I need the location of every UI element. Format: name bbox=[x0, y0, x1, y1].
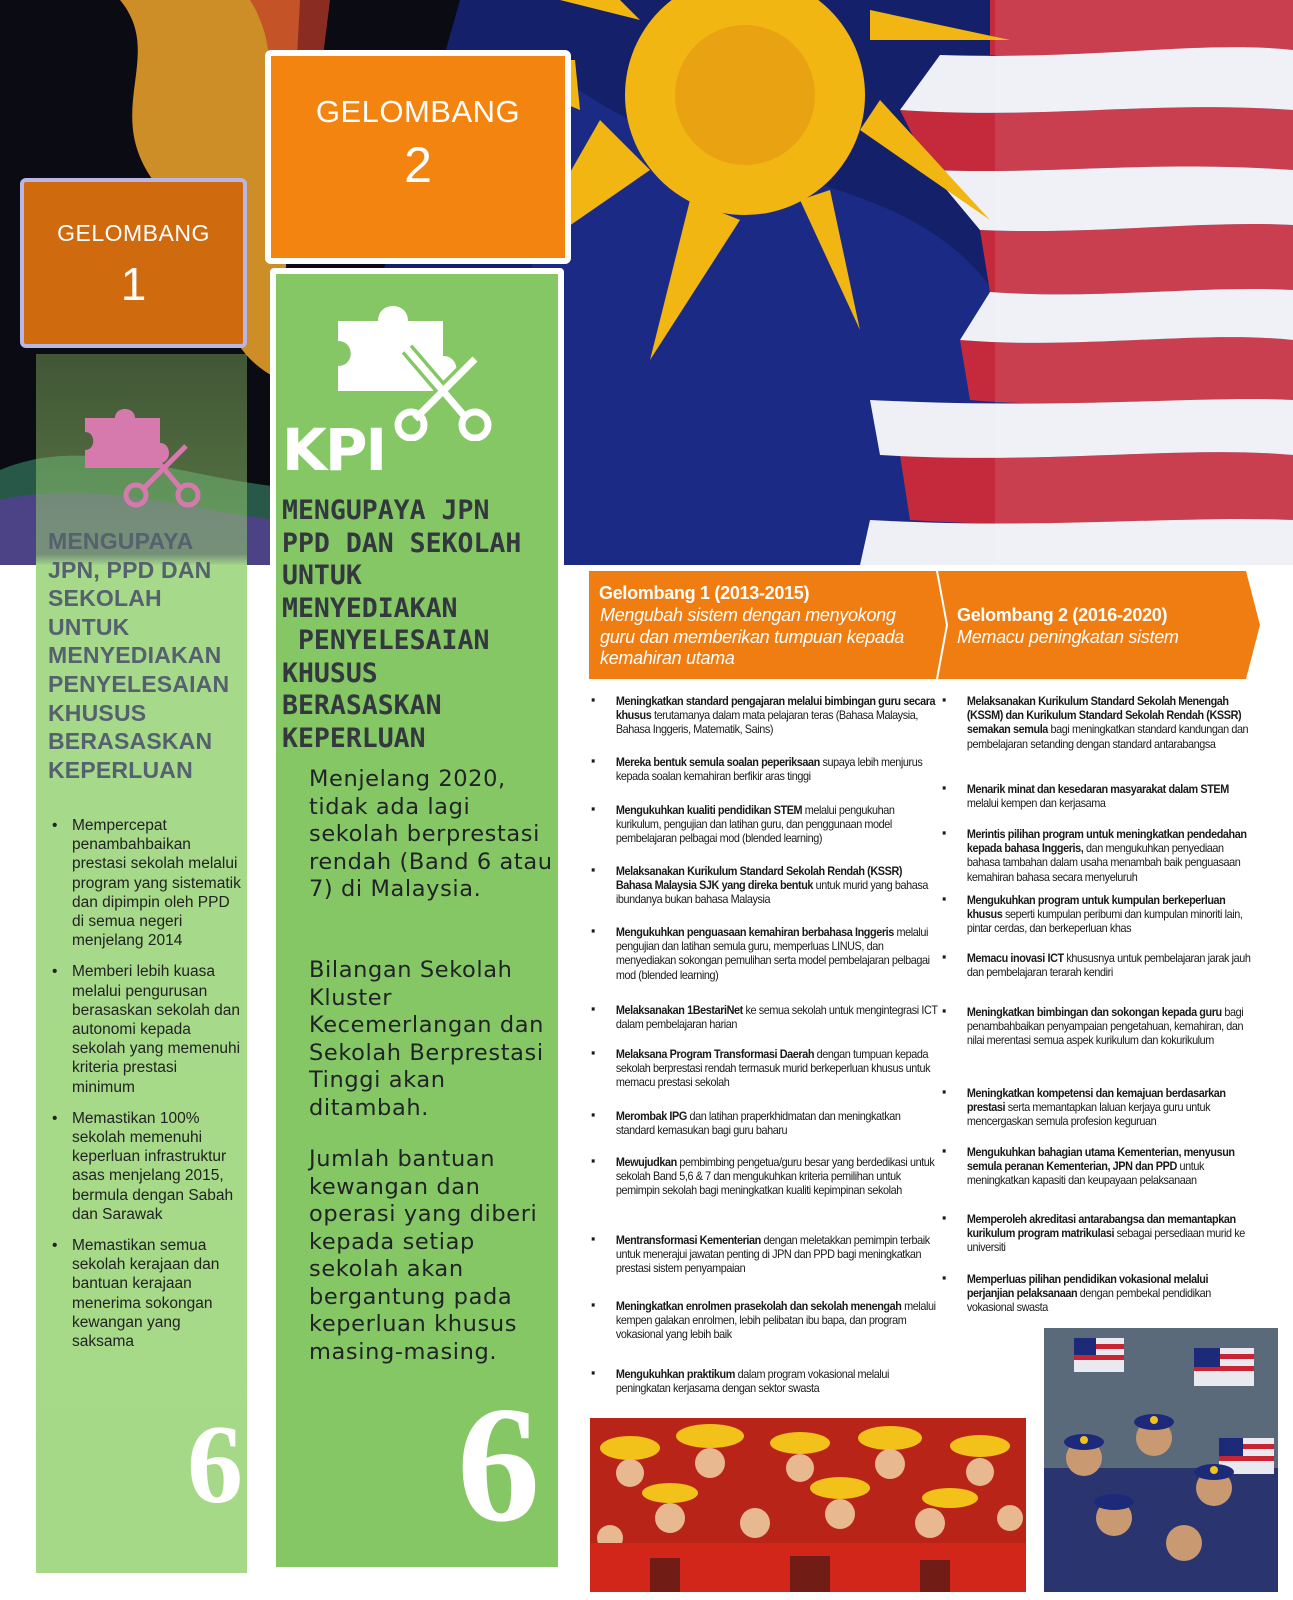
wave-1-bullet-list bbox=[48, 816, 244, 1363]
list-item-lead: Mereka bentuk semula soalan peperiksaan bbox=[615, 755, 820, 769]
list-item: • Memberi lebih kuasa melalui pengurusan berasaskan sekolah dan autonomi kepada sekolah yang memenuhi kriteria prestasi minimum bbox=[48, 962, 244, 1096]
list-item-lead: Mentransformasi Kementerian bbox=[615, 1233, 761, 1247]
gelombang-1-title: Gelombang 1 (2013-2015) bbox=[599, 583, 810, 603]
gelombang-1-subtitle: Mengubah sistem dengan menyokong guru dan memberikan tumpuan kepada kemahiran utama bbox=[600, 605, 905, 668]
list-item bbox=[942, 827, 1254, 884]
list-item: • Mempercepat penambahbaikan prestasi sekolah melalui program yang sistematik dan dipimpin oleh PPD di semua negeri menjelang 2014 bbox=[48, 816, 244, 950]
list-item-lead: Mengukuhkan penguasaan kemahiran berbahasa Inggeris bbox=[615, 925, 894, 939]
wave-2-paragraph: Jumlah bantuan kewangan dan operasi yang diberi kepada setiap sekolah akan bergantung pada keperluan khusus masing-masing. bbox=[309, 1146, 538, 1365]
list-item bbox=[942, 782, 1254, 810]
list-item bbox=[591, 864, 938, 907]
list-item-text: dan mengukuhkan penyediaan bahasa tambahan dalam usaha menambah baik penguasaan kemahiran bahasa secara menyeluruh bbox=[966, 841, 1241, 884]
wave-1-number: 1 bbox=[120, 258, 147, 310]
list-item-text: seperti kumpulan peribumi dan kumpulan minoriti lain, pintar cerdas, dan berkeperluan khas bbox=[966, 907, 1243, 936]
list-item-lead: Meningkatkan standard pengajaran melalui bimbingan guru secara khusus bbox=[615, 694, 936, 723]
list-item bbox=[591, 1367, 938, 1395]
list-item-text: sebagai persediaan murid ke universiti bbox=[966, 1226, 1245, 1255]
wave-2-column bbox=[270, 268, 564, 1573]
list-item-lead: Memacu inovasi ICT bbox=[966, 951, 1064, 965]
list-item-text: ke semua sekolah untuk mengintegrasi ICT dalam pembelajaran harian bbox=[615, 1003, 938, 1032]
list-item bbox=[942, 694, 1254, 751]
list-item bbox=[591, 925, 938, 982]
list-item bbox=[942, 893, 1254, 936]
list-item bbox=[591, 1003, 938, 1031]
list-item-text: bagi meningkatkan standard kandungan dan pembelajaran setanding dengan standard antarabangsa bbox=[966, 722, 1249, 751]
list-item-text: melalui pengujian dan latihan semula guru, memperluas LINUS, dan menyediakan sokongan pemulihan serta model pembelajaran pelbagai mod (blended learning) bbox=[615, 925, 930, 982]
list-item bbox=[591, 1299, 938, 1342]
list-item-lead: Memperluas pilihan pendidikan vokasional melalui perjanjian pelaksanaan bbox=[966, 1272, 1209, 1301]
list-item: • Memastikan 100% sekolah memenuhi keperluan infrastruktur asas menjelang 2015, bermula dengan Sabah dan Sarawak bbox=[48, 1109, 244, 1224]
wave-1-column bbox=[36, 354, 247, 1573]
list-item-lead: Mengukuhkan program untuk kumpulan berkeperluan khusus bbox=[966, 893, 1226, 922]
list-item-text: melalui kempen galakan enrolmen, lebih pelibatan ibu bapa, dan program vokasional yang lebih baik bbox=[615, 1299, 936, 1342]
list-item bbox=[591, 694, 938, 737]
gelombang-2-title: Gelombang 2 (2016-2020) bbox=[957, 605, 1168, 625]
wave-1-big-number: 6 bbox=[187, 1403, 243, 1527]
puzzle-scissors-icon bbox=[80, 398, 210, 508]
list-item-lead: Mengukuhkan kualiti pendidikan STEM bbox=[615, 803, 803, 817]
list-item bbox=[942, 1272, 1254, 1315]
list-item-lead: Meningkatkan kompetensi dan kemajuan berdasarkan prestasi bbox=[966, 1086, 1226, 1115]
list-item-text: dengan tumpuan kepada sekolah berprestasi rendah termasuk murid berkeperluan khusus untuk memacu prestasi sekolah bbox=[615, 1047, 931, 1090]
list-item-text: terutamanya dalam mata pelajaran teras (Bahasa Malaysia, Bahasa Inggeris, Matematik, Sains) bbox=[615, 708, 918, 737]
wave-2-number: 2 bbox=[404, 137, 432, 193]
list-item bbox=[591, 1047, 938, 1090]
list-item-lead: Memperoleh akreditasi antarabangsa dan memantapkan kurikulum program matrikulasi bbox=[966, 1212, 1236, 1241]
students-celebration-photo bbox=[590, 1418, 1026, 1592]
list-item-text: supaya lebih menjurus kepada soalan kemahiran berfikir aras tinggi bbox=[615, 755, 923, 784]
list-item-lead: Melaksanakan 1BestariNet bbox=[615, 1003, 743, 1017]
list-item-lead: Mengukuhkan bahagian utama Kementerian, menyusun semula peranan Kementerian, JPN dan PPD bbox=[966, 1145, 1235, 1174]
wave-1-header bbox=[20, 178, 247, 348]
list-item-text: untuk meningkatkan kapasiti dan keupayaan pelaksanaan bbox=[966, 1159, 1204, 1188]
list-item bbox=[942, 1145, 1254, 1188]
list-item-text: dengan pembekal pendidikan vokasional swasta bbox=[966, 1286, 1211, 1315]
list-item-lead: Mewujudkan bbox=[615, 1155, 677, 1169]
wave-2-header bbox=[265, 50, 571, 264]
list-item-text: pembimbing pengetua/guru besar yang berdedikasi untuk sekolah Band 5,6 & 7 dan mengukuhkan kriteria pemilihan untuk pemimpin sekolah bagi meningkatkan kualiti kepimpinan sekolah bbox=[615, 1155, 935, 1198]
list-item-lead: Melaksanakan Kurikulum Standard Sekolah Menengah (KSSM) dan Kurikulum Standard Sekolah Rendah (KSSR) semakan semula bbox=[966, 694, 1242, 737]
list-item: • Memastikan semua sekolah kerajaan dan bantuan kerajaan menerima sokongan kewangan yang saksama bbox=[48, 1236, 244, 1351]
gelombang-2-subtitle: Memacu peningkatan sistem bbox=[957, 627, 1179, 647]
list-item-lead: Meningkatkan bimbingan dan sokongan kepada guru bbox=[966, 1005, 1222, 1019]
wave-2-label: GELOMBANG bbox=[315, 94, 521, 129]
list-item bbox=[591, 1233, 938, 1276]
list-item-text: serta memantapkan laluan kerjaya guru untuk mencergaskan semula profesion keguruan bbox=[966, 1100, 1211, 1129]
list-item bbox=[591, 1109, 938, 1137]
list-item bbox=[942, 1212, 1254, 1255]
list-item-text: khususnya untuk pembelajaran jarak jauh dan pembelajaran terarah kendiri bbox=[966, 951, 1251, 980]
list-item-text: melalui kempen dan kerjasama bbox=[966, 796, 1106, 811]
list-item-lead: Mengukuhkan praktikum bbox=[615, 1367, 735, 1381]
list-item bbox=[942, 1086, 1254, 1129]
list-item-lead: Menarik minat dan kesedaran masyarakat dalam STEM bbox=[966, 782, 1229, 796]
list-item-text: dalam program vokasional melalui peningkatan kerjasama dengan sektor swasta bbox=[615, 1367, 890, 1396]
list-item bbox=[942, 951, 1254, 979]
list-item-lead: Meningkatkan enrolmen prasekolah dan sekolah menengah bbox=[615, 1299, 902, 1313]
wave-2-big-number: 6 bbox=[457, 1372, 540, 1556]
kpi-label: KPI bbox=[282, 416, 386, 484]
list-item-lead: Merintis pilihan program untuk meningkatkan pendedahan kepada bahasa Inggeris, bbox=[966, 827, 1247, 856]
wave-1-label: GELOMBANG bbox=[57, 220, 210, 246]
list-item-text: untuk murid yang bahasa ibundanya bukan bahasa Malaysia bbox=[615, 878, 929, 907]
list-item-lead: Melaksanakan Kurikulum Standard Sekolah Rendah (KSSR) Bahasa Malaysia SJK yang direka bentuk bbox=[615, 864, 903, 893]
children-with-flags-photo bbox=[1044, 1328, 1278, 1592]
list-item-text: bagi penambahbaikan penyampaian pengetahuan, kemahiran, dan nilai merentasi semua aspek kurikulum dan kokurikulum bbox=[966, 1005, 1244, 1048]
list-item bbox=[591, 755, 938, 783]
list-item-text: dengan meletakkan pemimpin terbaik untuk menerajui jawatan penting di JPN dan PPD bagi meningkatkan prestasi sistem penyampaian bbox=[615, 1233, 930, 1276]
list-item bbox=[942, 1005, 1254, 1048]
list-item-lead: Merombak IPG bbox=[615, 1109, 687, 1123]
flag-overlay-panel bbox=[995, 0, 1293, 565]
wave-1-heading: MENGUPAYA JPN, PPD DAN SEKOLAH UNTUK MENYEDIAKAN PENYELESAIAN KHUSUS BERASASKAN KEPERLUAN bbox=[48, 528, 230, 783]
list-item-lead: Melaksana Program Transformasi Daerah bbox=[615, 1047, 815, 1061]
gelombang-header-bar bbox=[589, 571, 1261, 679]
wave-2-heading: MENGUPAYA JPN PPD DAN SEKOLAH UNTUK MENYEDIAKAN PENYELESAIAN KHUSUS BERASASKAN KEPERLUAN bbox=[282, 495, 522, 754]
list-item bbox=[591, 803, 938, 846]
wave-2-paragraph: Bilangan Sekolah Kluster Kecemerlangan dan Sekolah Berprestasi Tinggi akan ditambah. bbox=[309, 957, 545, 1121]
list-item bbox=[591, 1155, 938, 1198]
list-item-text: dan latihan praperkhidmatan dan meningkatkan standard kemasukan bagi guru baharu bbox=[615, 1109, 901, 1138]
list-item-text: melalui pengukuhan kurikulum, pengujian dan latihan guru, dan penggunaan model pembelajaran pelbagai mod (blended learning) bbox=[615, 803, 895, 846]
wave-2-paragraph: Menjelang 2020, tidak ada lagi sekolah berprestasi rendah (Band 6 atau 7) di Malaysia. bbox=[309, 766, 553, 902]
